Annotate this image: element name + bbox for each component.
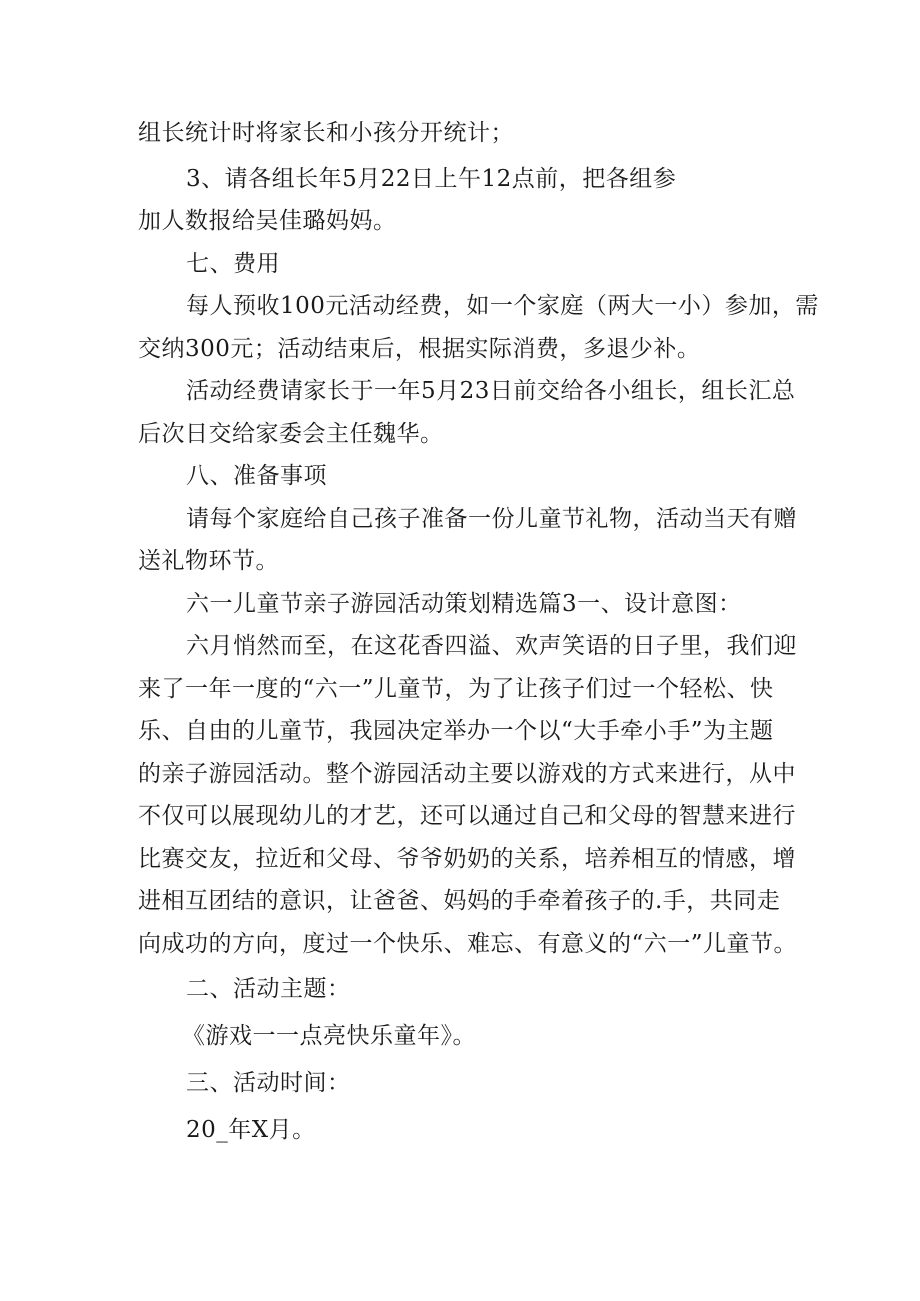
section-heading: 三、活动时间： [186, 1070, 351, 1096]
paragraph-line: 交纳300元；活动结束后，根据实际消费，多退少补。 [138, 336, 701, 362]
paragraph-line: 向成功的方向，度过一个快乐、难忘、有意义的“六一”儿童节。 [138, 931, 798, 957]
paragraph-line: 组长统计时将家长和小孩分开统计； [138, 120, 514, 146]
paragraph-line: 后次日交给家委会主任魏华。 [138, 421, 444, 447]
paragraph-line: 比赛交友，拉近和父母、爷爷奶奶的关系，培养相互的情感，增 [138, 846, 796, 872]
section-heading: 二、活动主题： [186, 976, 351, 1002]
paragraph-line: 加人数报给吴佳璐妈妈。 [138, 208, 397, 234]
section-heading: 七、费用 [186, 251, 280, 277]
paragraph-line: 不仅可以展现幼儿的才艺，还可以通过自己和父母的智慧来进行 [138, 803, 796, 829]
paragraph-line: 进相互团结的意识，让爸爸、妈妈的手牵着孩子的.手，共同走 [138, 888, 781, 914]
section-heading: 八、准备事项 [186, 463, 327, 489]
paragraph-line: 3、请各组长年5月22日上午12点前，把各组参 [186, 166, 677, 192]
article-title: 六一儿童节亲子游园活动策划精选篇3一、设计意图： [186, 591, 742, 617]
paragraph-line: 送礼物环节。 [138, 548, 279, 574]
paragraph-line: 每人预收100元活动经费，如一个家庭（两大一小）参加，需 [186, 293, 819, 319]
paragraph-line: 请每个家庭给自己孩子准备一份儿童节礼物，活动当天有赠 [186, 506, 797, 532]
paragraph-line: 活动经费请家长于一年5月23日前交给各小组长，组长汇总 [186, 378, 796, 404]
paragraph-line: 乐、自由的儿童节，我园决定举办一个以“大手牵小手”为主题 [138, 718, 774, 744]
paragraph-line: 六月悄然而至，在这花香四溢、欢声笑语的日子里，我们迎 [186, 633, 797, 659]
activity-time: 20_年X月。 [186, 1117, 316, 1143]
paragraph-line: 来了一年一度的“六一”儿童节，为了让孩子们过一个轻松、快 [138, 676, 774, 702]
paragraph-line: 的亲子游园活动。整个游园活动主要以游戏的方式来进行，从中 [138, 761, 796, 787]
activity-theme: 《游戏一一点亮快乐童年》。 [182, 1023, 476, 1049]
